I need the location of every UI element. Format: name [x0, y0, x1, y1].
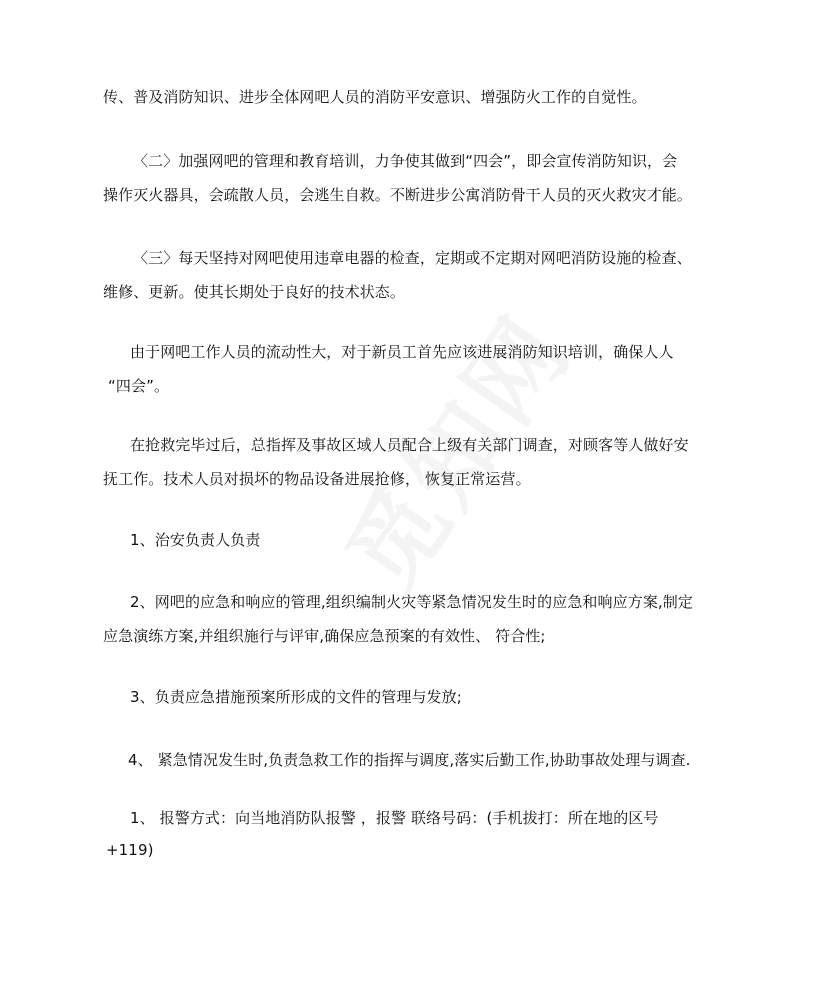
list-item: 1、治安负责人负责: [130, 531, 261, 549]
paragraph-line: 在抢救完毕过后，总指挥及事故区域人员配合上级有关部门调查，对顾客等人做好安: [130, 436, 689, 454]
paragraph-line: 抚工作。技术人员对损坏的物品设备进展抢修， 恢复正常运营。: [103, 470, 531, 488]
paragraph-line: 应急演练方案,并组织施行与评审,确保应急预案的有效性、 符合性;: [103, 627, 546, 645]
list-item: 4、 紧急情况发生时,负责急救工作的指挥与调度,落实后勤工作,协助事故处理与调查.: [128, 751, 691, 769]
paragraph-line: 〈三〉每天坚持对网吧使用违章电器的检查，定期或不定期对网吧消防设施的检查、: [133, 249, 692, 267]
paragraph-line: 〈二〉加强网吧的管理和教育培训，力争使其做到“四会”，即会宣传消防知识，会: [133, 152, 678, 170]
list-item: 3、负责应急措施预案所形成的文件的管理与发放;: [130, 688, 462, 706]
paragraph-line: 操作灭火器具，会疏散人员，会逃生自救。不断进步公寓消防骨干人员的灭火救灾才能。: [103, 186, 692, 204]
paragraph-line: “四会”。: [108, 377, 170, 395]
paragraph-line: 由于网吧工作人员的流动性大，对于新员工首先应该进展消防知识培训，确保人人: [130, 343, 674, 361]
list-item: 2、网吧的应急和响应的管理,组织编制火灾等紧急情况发生时的应急和响应方案,制定: [130, 593, 693, 611]
list-item: 1、 报警方式：向当地消防队报警 ，报警 联络号码：(手机拔打：所在地的区号: [130, 809, 659, 827]
paragraph-line: +119): [106, 841, 154, 859]
paragraph-line: 传、普及消防知识、进步全体网吧人员的消防平安意识、增强防火工作的自觉性。: [103, 88, 647, 106]
paragraph-line: 维修、更新。使其长期处于良好的技术状态。: [103, 283, 406, 301]
